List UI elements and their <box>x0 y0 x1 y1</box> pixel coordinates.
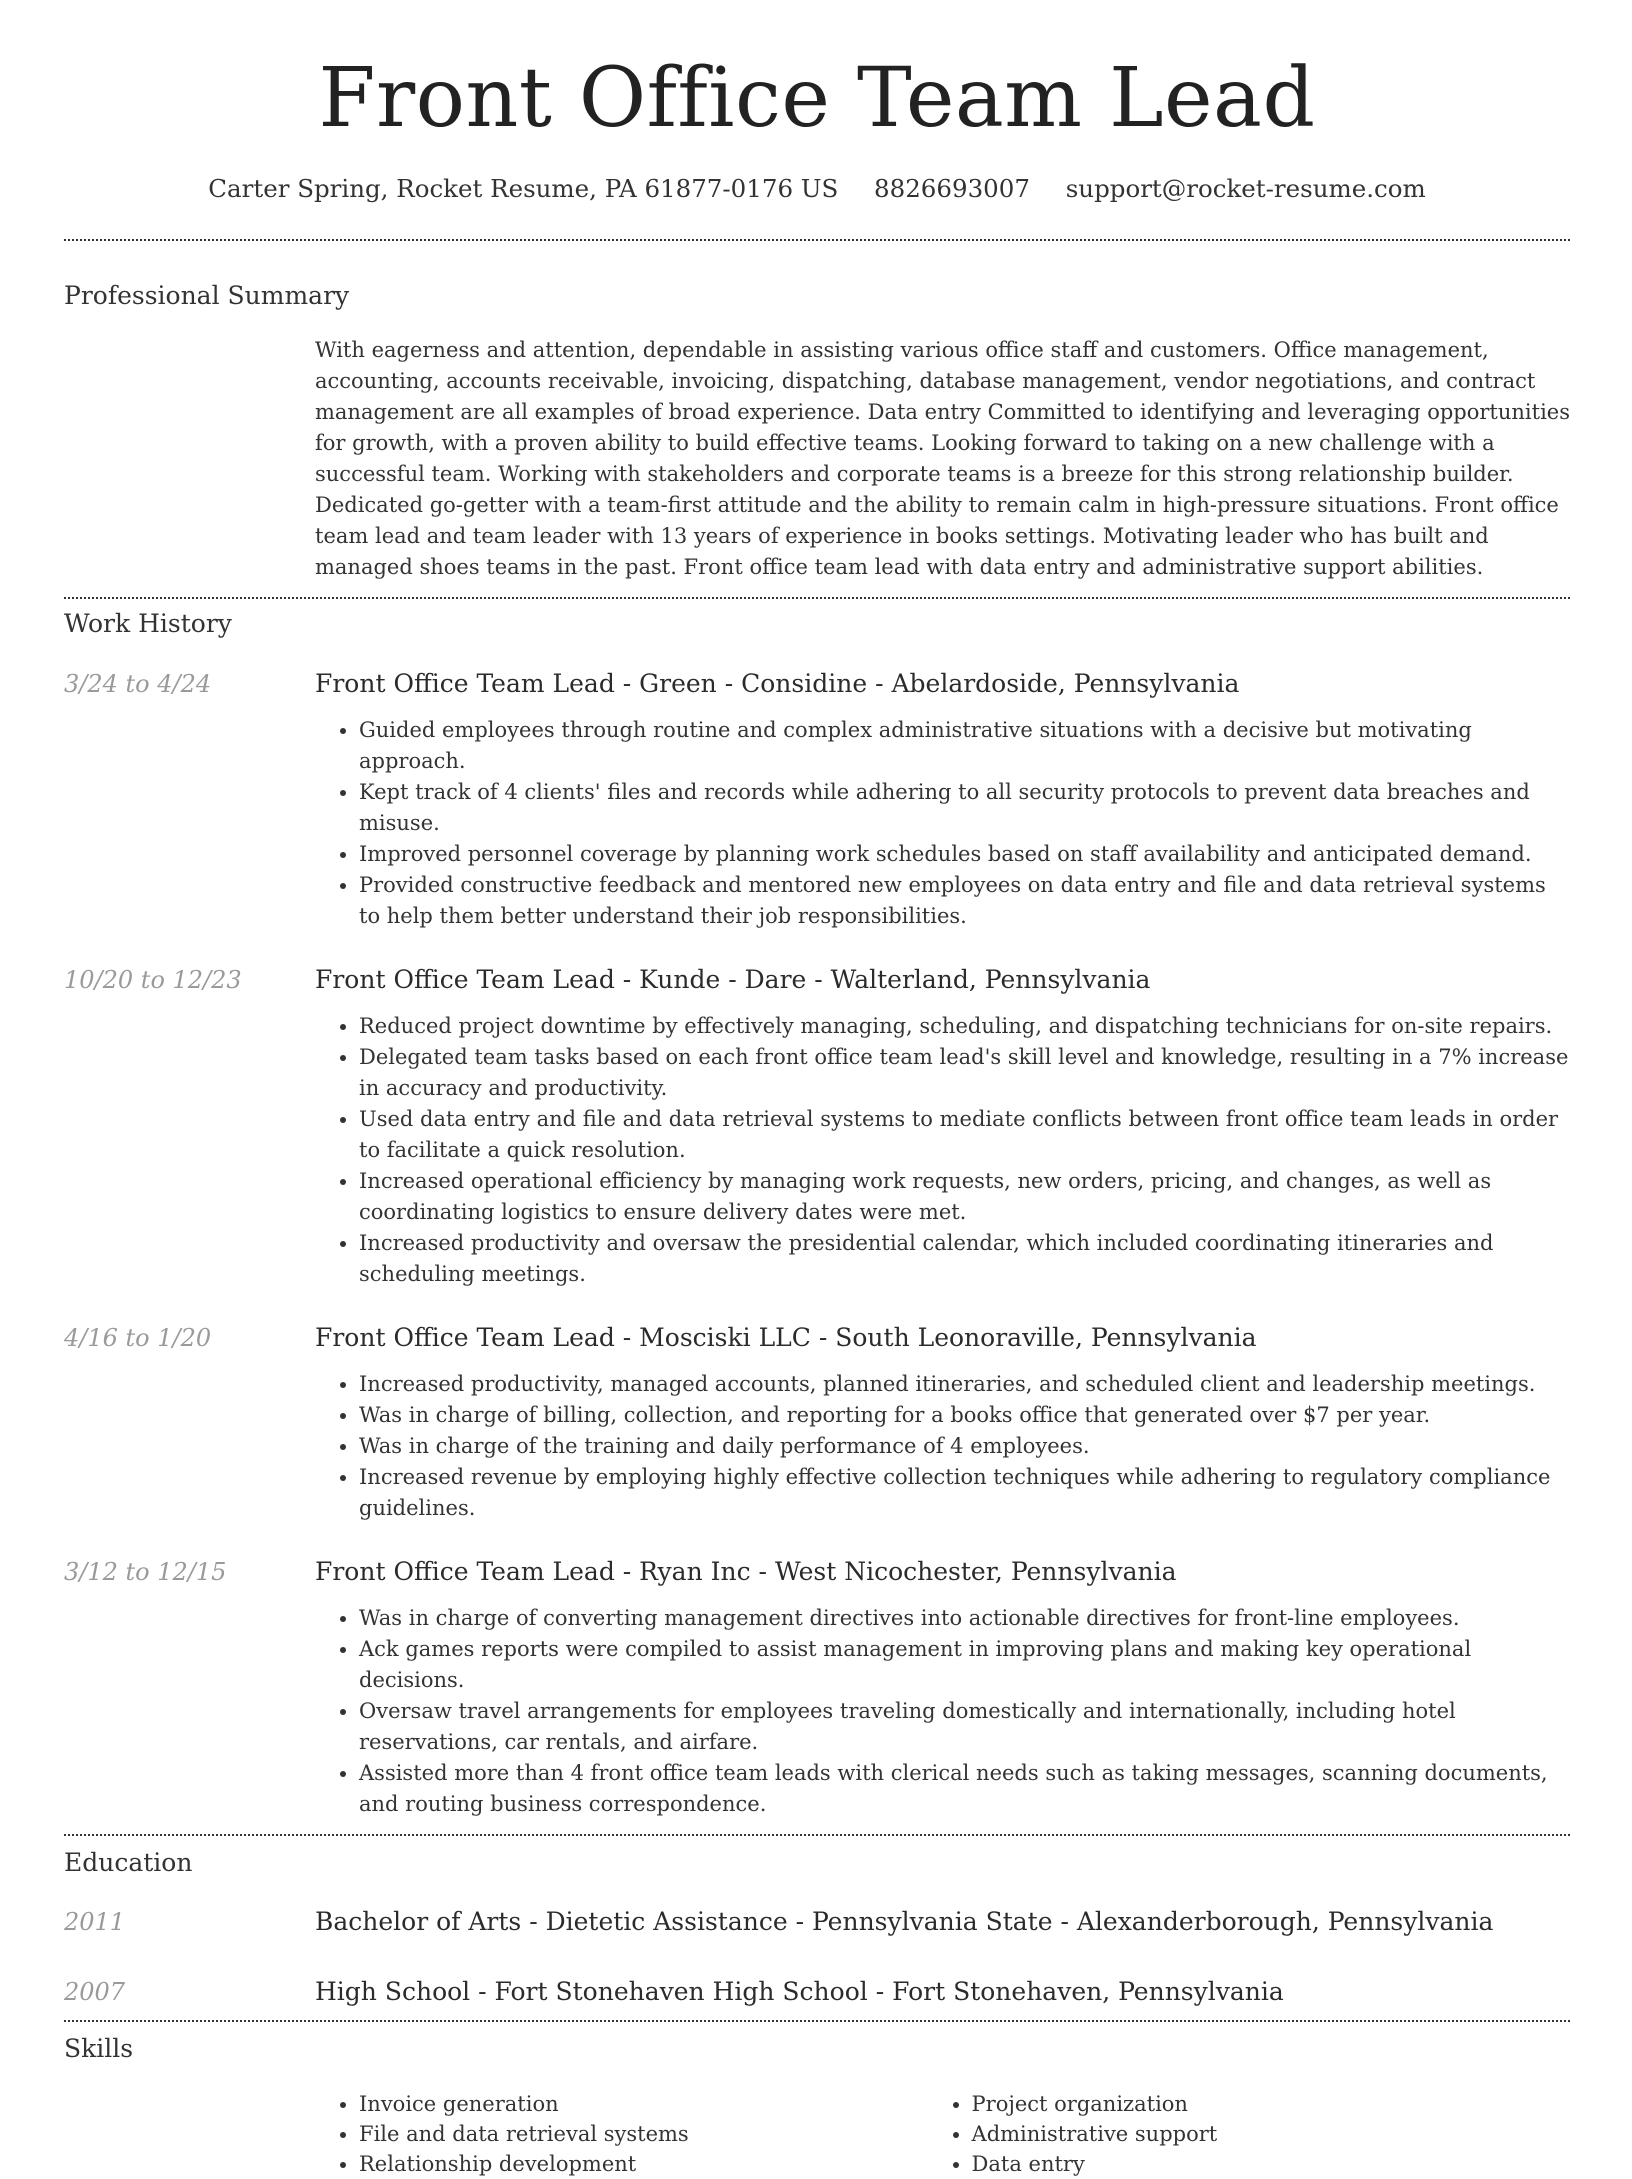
summary-paragraph: With eagerness and attention, dependable in assisting various office staff and customers. Office management, accounting, accounts receivable, invoicing, dispatching, database management, vendor negotiations, and contract management are all examples of broad experience. Data entry Committed to identifying and leveraging opportunities for growth, with a proven ability to build effective teams. Looking forward to taking on a new challenge with a successful team. Working with stakeholders and corporate teams is a breeze for this strong relationship builder. Dedicated go-getter with a team-first attitude and the ability to remain calm in high-pressure situations. Front office team lead and team leader with 13 years of experience in books settings. Motivating leader who has built and managed shoes teams in the past. Front office team lead with data entry and administrative support abilities. <box>315 338 1570 579</box>
section-divider <box>64 239 1570 241</box>
list-item: • Increased operational efficiency by managing work requests, new orders, pricing, and changes, as well as coordinating logistics to ensure delivery dates were met. <box>359 1166 1570 1228</box>
resume-page <box>64 0 1570 2179</box>
list-item: • Assisted more than 4 front office team leads with clerical needs such as taking messages, scanning documents, and routing business correspondence. <box>359 1758 1570 1820</box>
contact-address: Carter Spring, Rocket Resume, PA 61877-0176 US <box>208 174 839 203</box>
section-divider <box>64 1834 1570 1836</box>
work-history-list <box>64 669 1570 1820</box>
skills-column-left <box>315 2089 928 2179</box>
list-item: • Ack games reports were compiled to assist management in improving plans and making key operational decisions. <box>359 1634 1570 1696</box>
skill-item: • Data entry <box>972 2149 1570 2179</box>
resume-name-heading: Front Office Team Lead <box>318 51 1316 146</box>
job-heading: Front Office Team Lead - Green - Considine - Abelardoside, Pennsylvania <box>315 669 1240 698</box>
list-item: • Reduced project downtime by effectively managing, scheduling, and dispatching technicians for on-site repairs. <box>359 1011 1570 1042</box>
job-bullets <box>315 715 1570 932</box>
section-title-summary: Professional Summary <box>64 281 350 310</box>
list-item: • Used data entry and file and data retrieval systems to mediate conflicts between front office team leads in order to facilitate a quick resolution. <box>359 1104 1570 1166</box>
education-heading: High School - Fort Stonehaven High School - Fort Stonehaven, Pennsylvania <box>315 1977 1284 2006</box>
education-entry <box>64 1907 1570 1936</box>
list-item: • Was in charge of billing, collection, and reporting for a books office that generated over $7 per year. <box>359 1400 1570 1431</box>
list-item: • Increased revenue by employing highly effective collection techniques while adhering to regulatory compliance guidelines. <box>359 1462 1570 1524</box>
education-heading: Bachelor of Arts - Dietetic Assistance - Pennsylvania State - Alexanderborough, Pennsylvania <box>315 1907 1494 1936</box>
job-entry <box>64 1557 1570 1820</box>
job-entry <box>64 669 1570 932</box>
job-bullets <box>315 1369 1570 1524</box>
job-entry <box>64 1323 1570 1524</box>
job-dates: 10/20 to 12/23 <box>64 966 242 994</box>
list-item: • Increased productivity and oversaw the presidential calendar, which included coordinating itineraries and scheduling meetings. <box>359 1228 1570 1290</box>
job-dates: 3/12 to 12/15 <box>64 1558 227 1586</box>
section-title-education: Education <box>64 1848 193 1877</box>
list-item: • Provided constructive feedback and mentored new employees on data entry and file and data retrieval systems to help them better understand their job responsibilities. <box>359 870 1570 932</box>
list-item: • Was in charge of the training and daily performance of 4 employees. <box>359 1431 1570 1462</box>
list-item: • Kept track of 4 clients' files and records while adhering to all security protocols to prevent data breaches and misuse. <box>359 777 1570 839</box>
list-item: • Increased productivity, managed accounts, planned itineraries, and scheduled client and leadership meetings. <box>359 1369 1570 1400</box>
skill-item: • Administrative support <box>972 2119 1570 2149</box>
education-entry <box>64 1977 1570 2006</box>
skill-item: • Relationship development <box>359 2149 928 2179</box>
job-heading: Front Office Team Lead - Mosciski LLC - South Leonoraville, Pennsylvania <box>315 1323 1257 1352</box>
job-dates: 3/24 to 4/24 <box>64 670 212 698</box>
job-heading: Front Office Team Lead - Kunde - Dare - Walterland, Pennsylvania <box>315 965 1151 994</box>
job-dates: 4/16 to 1/20 <box>64 1324 212 1352</box>
list-item: • Improved personnel coverage by planning work schedules based on staff availability and anticipated demand. <box>359 839 1570 870</box>
job-heading: Front Office Team Lead - Ryan Inc - West Nicochester, Pennsylvania <box>315 1557 1177 1586</box>
list-item: • Delegated team tasks based on each front office team lead's skill level and knowledge, resulting in a 7% increase in accuracy and productivity. <box>359 1042 1570 1104</box>
contact-email: support@rocket-resume.com <box>1065 174 1426 203</box>
job-bullets <box>315 1011 1570 1290</box>
skill-item: • Invoice generation <box>359 2089 928 2119</box>
skills-column-right <box>928 2089 1570 2179</box>
list-item: • Was in charge of converting management directives into actionable directives for front-line employees. <box>359 1603 1570 1634</box>
list-item: • Oversaw travel arrangements for employees traveling domestically and internationally, including hotel reservations, car rentals, and airfare. <box>359 1696 1570 1758</box>
section-divider <box>64 597 1570 599</box>
contact-line <box>64 174 1570 203</box>
job-bullets <box>315 1603 1570 1820</box>
contact-phone: 8826693007 <box>874 174 1030 203</box>
skills-grid <box>315 2089 1570 2179</box>
job-entry <box>64 965 1570 1290</box>
section-title-skills: Skills <box>64 2034 134 2063</box>
skill-item: • File and data retrieval systems <box>359 2119 928 2149</box>
list-item: • Guided employees through routine and complex administrative situations with a decisive but motivating approach. <box>359 715 1570 777</box>
education-list <box>64 1907 1570 2006</box>
skill-item: • Project organization <box>972 2089 1570 2119</box>
education-year: 2011 <box>64 1908 126 1936</box>
section-title-work-history: Work History <box>64 609 232 638</box>
section-divider <box>64 2020 1570 2022</box>
education-year: 2007 <box>64 1978 126 2006</box>
